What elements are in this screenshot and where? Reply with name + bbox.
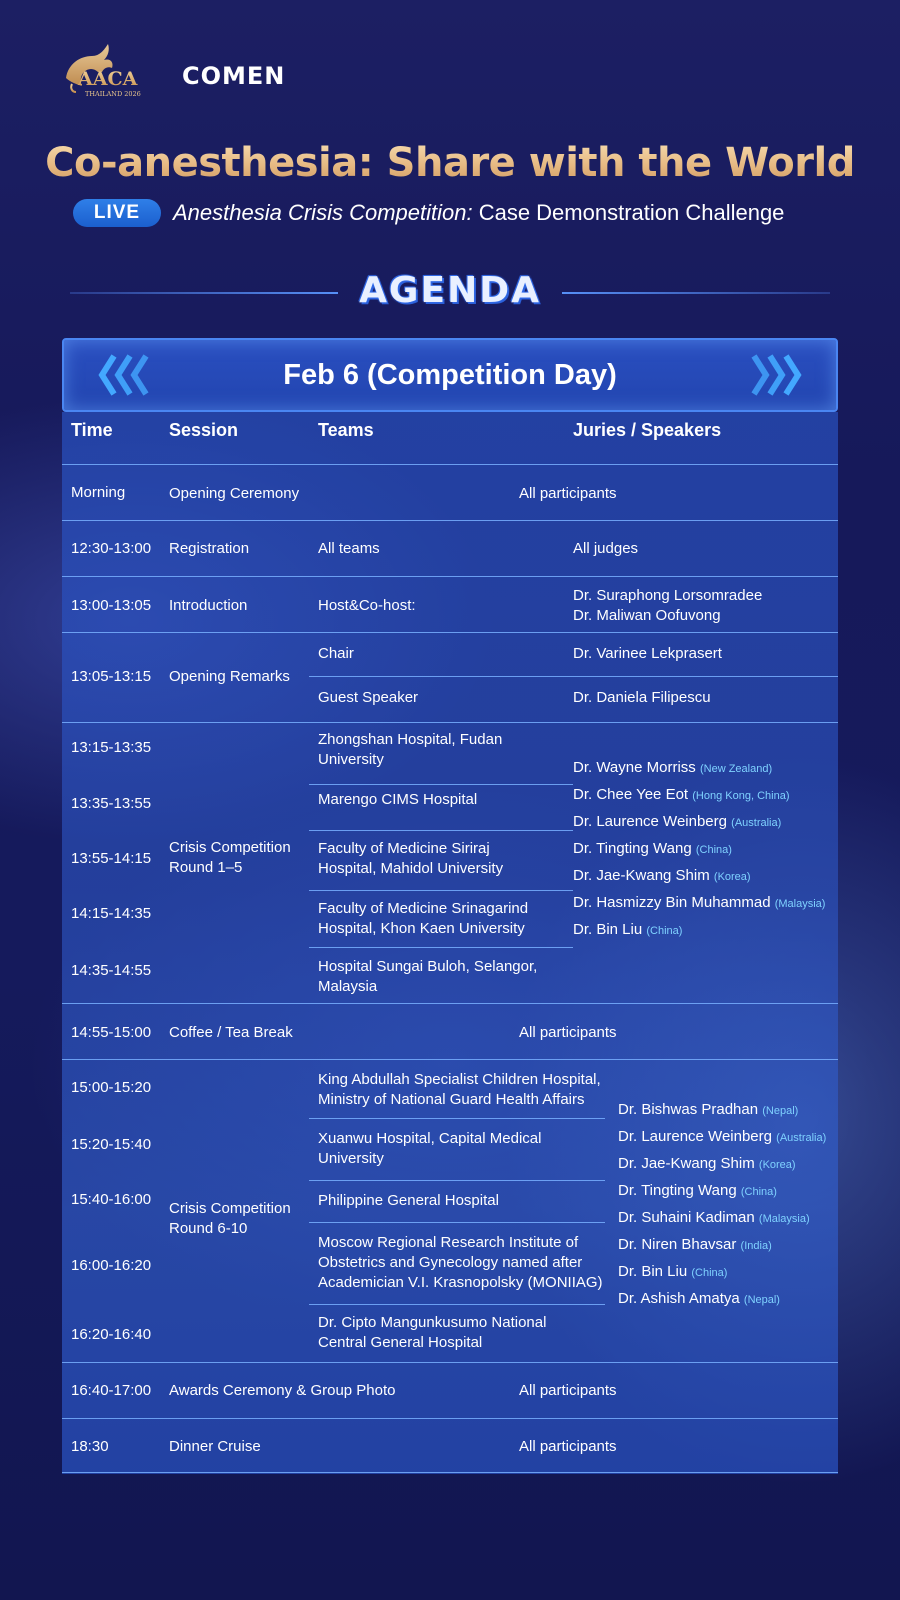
agenda-divider-right (562, 292, 830, 294)
row-divider (62, 576, 838, 577)
session-cell: Opening Ceremony (169, 485, 300, 502)
time-cell: 13:15-13:35 (71, 739, 152, 756)
jury-item: Dr. Bin Liu (China) (618, 1263, 728, 1280)
row-divider (62, 632, 838, 633)
time-cell: 13:05-13:15 (71, 668, 152, 685)
jury-item: Dr. Bin Liu (China) (573, 921, 683, 938)
team-line: Obstetrics and Gynecology named after (318, 1254, 583, 1271)
session-line: Crisis Competition (169, 839, 291, 856)
teams-cell: Chair (318, 645, 354, 662)
jury-item: Dr. Hasmizzy Bin Muhammad (Malaysia) (573, 894, 826, 911)
juries-list (618, 1097, 826, 1313)
teams-cell (318, 1129, 541, 1169)
subtitle-row (73, 196, 853, 230)
header-juries: Juries / Speakers (573, 420, 722, 440)
team-line: Xuanwu Hospital, Capital Medical (318, 1130, 542, 1147)
jury-item: Dr. Jae-Kwang Shim (Korea) (618, 1155, 796, 1172)
time-cell: 16:00-16:20 (71, 1257, 152, 1274)
session-cell: Introduction (169, 597, 248, 614)
subtitle-italic: Anesthesia Crisis Competition: (173, 200, 473, 225)
teams-cell: Host&Co-host: (318, 597, 416, 614)
time-cell: 13:35-13:55 (71, 795, 152, 812)
teams-cell: All teams (318, 540, 380, 557)
jury-item: Dr. Chee Yee Eot (Hong Kong, China) (573, 786, 790, 803)
team-line: Zhongshan Hospital, Fudan (318, 731, 503, 748)
time-cell: 14:15-14:35 (71, 905, 152, 922)
session-line: Crisis Competition (169, 1200, 291, 1217)
juries-cell: Dr. Maliwan Oofuvong (573, 607, 721, 624)
team-line: Hospital, Khon Kaen University (318, 920, 525, 937)
session-cell: Coffee / Tea Break (169, 1024, 293, 1041)
teams-cell (318, 1070, 601, 1110)
row-divider (309, 1118, 605, 1119)
jury-item: Dr. Jae-Kwang Shim (Korea) (573, 867, 751, 884)
row-divider (62, 464, 838, 465)
team-line: University (318, 1150, 384, 1167)
team-line: Academician V.I. Krasnopolsky (MONIIAG) (318, 1274, 603, 1291)
teams-cell (318, 1313, 546, 1353)
juries-cell: Dr. Varinee Lekprasert (573, 645, 722, 662)
comen-logo: COMEN (182, 62, 286, 90)
date-title: Feb 6 (Competition Day) (283, 359, 617, 391)
svg-text:AACA: AACA (78, 68, 138, 90)
row-divider (62, 1362, 838, 1363)
session-line: Round 1–5 (169, 859, 243, 876)
juries-list (573, 755, 825, 944)
row-divider (62, 1059, 838, 1060)
time-cell: 16:20-16:40 (71, 1326, 152, 1343)
date-banner (62, 338, 838, 412)
main-title: Co-anesthesia: Share with the World (0, 140, 900, 186)
participants-cell: All participants (519, 1438, 617, 1455)
header-session: Session (169, 420, 239, 440)
participants-cell: All participants (519, 1382, 617, 1399)
time-cell: 15:20-15:40 (71, 1136, 152, 1153)
row-divider (309, 1180, 605, 1181)
time-cell: 13:00-13:05 (71, 597, 152, 614)
row-divider (62, 520, 838, 521)
teams-cell (318, 957, 537, 997)
team-line: Malaysia (318, 978, 378, 995)
row-divider (62, 1003, 838, 1004)
teams-cell (318, 790, 477, 810)
team-line: Moscow Regional Research Institute of (318, 1234, 579, 1251)
teams-cell (318, 730, 502, 770)
svg-text:THAILAND 2026: THAILAND 2026 (85, 90, 141, 98)
header-time: Time (71, 420, 113, 440)
time-cell: Morning (71, 484, 126, 501)
jury-item: Dr. Laurence Weinberg (Australia) (618, 1128, 827, 1145)
team-line: Central General Hospital (318, 1334, 483, 1351)
session-cell (169, 1199, 291, 1239)
time-cell: 14:35-14:55 (71, 962, 152, 979)
time-cell: 13:55-14:15 (71, 850, 152, 867)
participants-cell: All participants (519, 1024, 617, 1041)
subtitle (173, 200, 784, 226)
row-divider (62, 722, 838, 723)
jury-item: Dr. Bishwas Pradhan (Nepal) (618, 1101, 799, 1118)
time-cell: 16:40-17:00 (71, 1382, 152, 1399)
time-cell: 14:55-15:00 (71, 1024, 152, 1041)
jury-item: Dr. Wayne Morriss (New Zealand) (573, 759, 773, 776)
time-cell: 15:00-15:20 (71, 1079, 152, 1096)
jury-item: Dr. Ashish Amatya (Nepal) (618, 1290, 780, 1307)
jury-item: Dr. Laurence Weinberg (Australia) (573, 813, 782, 830)
session-cell: Awards Ceremony & Group Photo (169, 1382, 396, 1399)
subtitle-rest: Case Demonstration Challenge (472, 200, 785, 225)
aaca-elephant-logo (58, 38, 158, 98)
team-line: University (318, 751, 384, 768)
jury-item: Dr. Suhaini Kadiman (Malaysia) (618, 1209, 810, 1226)
session-line: Round 6-10 (169, 1220, 248, 1237)
agenda-table (62, 412, 838, 1474)
teams-cell (318, 899, 528, 939)
team-line: Faculty of Medicine Srinagarind (318, 900, 529, 917)
time-cell: 15:40-16:00 (71, 1191, 152, 1208)
agenda-heading-row (70, 268, 830, 318)
row-divider (309, 1304, 605, 1305)
teams-cell (318, 839, 503, 879)
team-line: Philippine General Hospital (318, 1192, 499, 1209)
row-divider (62, 1418, 838, 1419)
team-line: Hospital, Mahidol University (318, 860, 504, 877)
session-cell: Dinner Cruise (169, 1438, 261, 1455)
team-line: Ministry of National Guard Health Affairs (318, 1091, 585, 1108)
header-teams: Teams (318, 420, 374, 440)
juries-cell: Dr. Daniela Filipescu (573, 689, 711, 706)
team-line: Faculty of Medicine Siriraj (318, 840, 490, 857)
juries-cell: All judges (573, 540, 639, 557)
session-cell: Opening Remarks (169, 668, 290, 685)
session-cell: Registration (169, 540, 250, 557)
jury-item: Dr. Niren Bhavsar (India) (618, 1236, 772, 1253)
team-line: King Abdullah Specialist Children Hospital, (318, 1071, 601, 1088)
row-divider (309, 890, 573, 891)
header-logos (58, 38, 318, 98)
team-line: Hospital Sungai Buloh, Selangor, (318, 958, 538, 975)
time-cell: 12:30-13:00 (71, 540, 152, 557)
participants-cell: All participants (519, 485, 617, 502)
row-divider (62, 1472, 838, 1473)
team-line: Marengo CIMS Hospital (318, 791, 478, 808)
teams-cell (318, 1233, 603, 1293)
teams-cell (318, 1191, 499, 1211)
time-cell: 18:30 (71, 1438, 109, 1455)
triple-chevron-right-icon (746, 352, 806, 398)
team-line: Dr. Cipto Mangunkusumo National (318, 1314, 547, 1331)
session-cell (169, 838, 291, 878)
row-divider (309, 1222, 605, 1223)
agenda-title: AGENDA (359, 270, 541, 311)
row-divider (309, 947, 573, 948)
juries-cell: Dr. Suraphong Lorsomradee (573, 587, 763, 604)
live-badge: LIVE (73, 199, 161, 227)
jury-item: Dr. Tingting Wang (China) (618, 1182, 777, 1199)
row-divider (309, 676, 838, 677)
row-divider (309, 784, 573, 785)
teams-cell: Guest Speaker (318, 689, 419, 706)
jury-item: Dr. Tingting Wang (China) (573, 840, 732, 857)
row-divider (309, 830, 573, 831)
